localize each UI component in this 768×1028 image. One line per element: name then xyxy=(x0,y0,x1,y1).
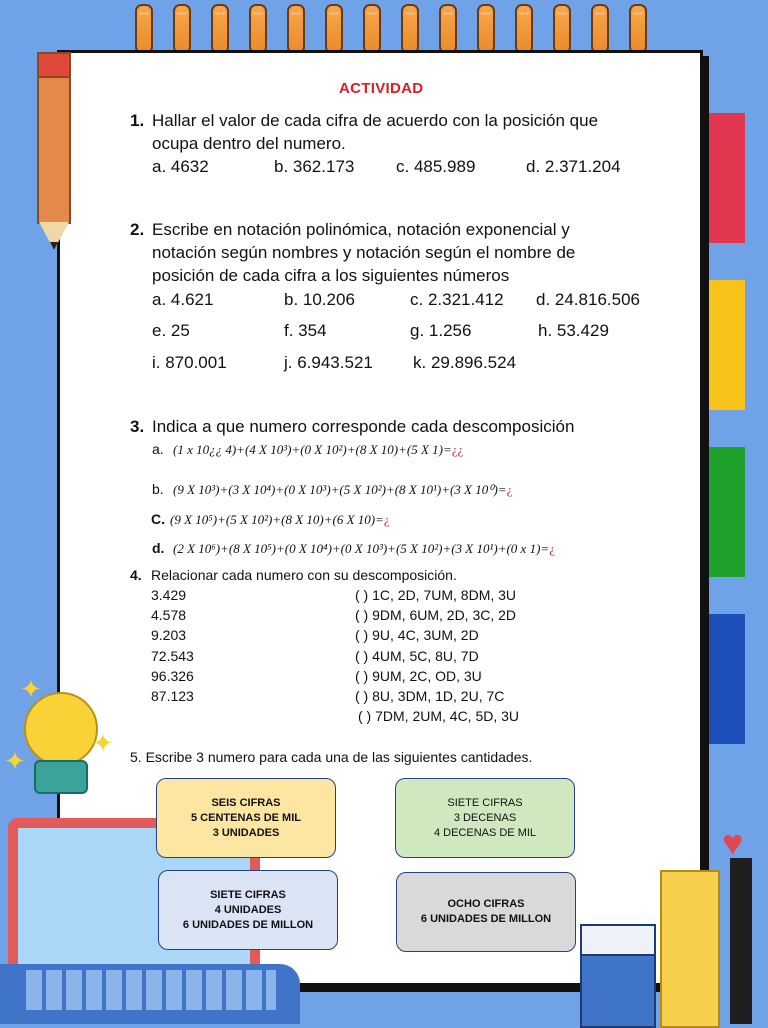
q3-expression: (2 X 10⁶)+(8 X 10⁵)+(0 X 10⁴)+(0 X 10³)+(5 X 10²)+(3 X 10¹)+(0 x 1)=¿ xyxy=(173,541,555,556)
sparkle-icon: ✦ xyxy=(92,728,114,758)
q4-match-item: ( ) 9UM, 2C, OD, 3U xyxy=(355,668,482,684)
q2-item: i. 870.001 xyxy=(152,353,227,372)
q3-text: Indica a que numero corresponde cada descomposición xyxy=(152,417,575,436)
q4-number-item: 96.326 xyxy=(151,668,194,684)
q2-number: 2. xyxy=(130,220,145,239)
box-line: 3 UNIDADES xyxy=(212,826,280,839)
q2-item: a. 4.621 xyxy=(152,290,214,309)
q4-number-item: 3.429 xyxy=(151,587,187,603)
q2-text-line1: Escribe en notación polinómica, notación exponencial y xyxy=(152,220,570,239)
box-line: SEIS CIFRAS xyxy=(211,796,281,809)
q5-text: 5. Escribe 3 numero para cada una de las siguientes cantidades. xyxy=(130,749,533,765)
answer-placeholder: ¿ xyxy=(506,482,513,497)
box-line: 6 UNIDADES DE MILLON xyxy=(182,918,314,931)
q2-item: g. 1.256 xyxy=(410,321,472,340)
sparkle-icon: ✦ xyxy=(4,746,26,776)
q2-item: e. 25 xyxy=(152,321,190,340)
box-line: SIETE CIFRAS xyxy=(447,796,523,809)
q3-label: d. xyxy=(152,540,165,556)
q2-item: c. 2.321.412 xyxy=(410,290,504,309)
q2-item: f. 354 xyxy=(284,321,327,340)
q1-text-line2: ocupa dentro del numero. xyxy=(152,134,346,153)
quantity-box xyxy=(158,870,338,950)
q2-item: h. 53.429 xyxy=(538,321,609,340)
q2-item: k. 29.896.524 xyxy=(413,353,517,372)
q4-number-item: 4.578 xyxy=(151,607,187,623)
answer-placeholder: ¿¿ xyxy=(451,442,464,457)
q1-item: b. 362.173 xyxy=(274,157,355,176)
box-line: 3 DECENAS xyxy=(453,811,517,824)
q4-number-item: 9.203 xyxy=(151,627,187,643)
q1-number: 1. xyxy=(130,111,145,130)
q1-text-line1: Hallar el valor de cada cifra de acuerdo con la posición que xyxy=(152,111,599,130)
q4-match-item: ( ) 7DM, 2UM, 4C, 5D, 3U xyxy=(358,708,520,724)
answer-placeholder: ¿ xyxy=(383,512,390,527)
box-line: SIETE CIFRAS xyxy=(210,888,286,901)
q3-label: b. xyxy=(152,481,164,497)
q4-match-item: ( ) 1C, 2D, 7UM, 8DM, 3U xyxy=(355,587,517,603)
page-title: ACTIVIDAD xyxy=(339,80,424,97)
heart-icon: ♥ xyxy=(722,822,744,863)
q4-match-item: ( ) 4UM, 5C, 8U, 7D xyxy=(355,648,479,664)
q3-expression: (9 X 10⁵)+(5 X 10²)+(8 X 10)+(6 X 10)=¿ xyxy=(170,512,390,527)
q3-expression: (9 X 10³)+(3 X 10⁴)+(0 X 10³)+(5 X 10²)+(8 X 10¹)+(3 X 10⁰)=¿ xyxy=(173,482,513,497)
q4-match-item: ( ) 9DM, 6UM, 2D, 3C, 2D xyxy=(355,607,517,623)
q4-number: 4. xyxy=(130,567,142,583)
q3-expression: (1 x 10¿¿ 4)+(4 X 10³)+(0 X 10²)+(8 X 10)+(5 X 1)=¿¿ xyxy=(173,442,464,457)
box-line: 6 UNIDADES DE MILLON xyxy=(420,913,552,925)
quantity-box xyxy=(156,778,336,858)
sparkle-icon: ✦ xyxy=(20,674,42,704)
quantity-box xyxy=(396,872,576,952)
quantity-box xyxy=(395,778,575,858)
q2-item: d. 24.816.506 xyxy=(536,290,640,309)
box-line: 4 UNIDADES xyxy=(214,903,282,916)
q4-number-item: 72.543 xyxy=(151,648,194,664)
box-line: 4 DECENAS DE MIL xyxy=(433,826,537,839)
box-line: 5 CENTENAS DE MIL xyxy=(190,811,301,824)
box-line: OCHO CIFRAS xyxy=(447,898,525,910)
q1-item: d. 2.371.204 xyxy=(526,157,621,176)
q1-item: a. 4632 xyxy=(152,157,209,176)
q2-text-line3: posición de cada cifra a los siguientes números xyxy=(152,266,510,285)
q4-text: Relacionar cada numero con su descomposición. xyxy=(151,567,457,583)
answer-placeholder: ¿ xyxy=(549,541,555,556)
q4-match-item: ( ) 9U, 4C, 3UM, 2D xyxy=(355,627,479,643)
q2-item: j. 6.943.521 xyxy=(284,353,373,372)
q3-label: C. xyxy=(151,511,165,527)
q2-item: b. 10.206 xyxy=(284,290,355,309)
q4-number-item: 87.123 xyxy=(151,688,194,704)
q3-number: 3. xyxy=(130,417,145,436)
q4-match-item: ( ) 8U, 3DM, 1D, 2U, 7C xyxy=(355,688,505,704)
q1-item: c. 485.989 xyxy=(396,157,476,176)
q3-label: a. xyxy=(152,441,164,457)
q2-text-line2: notación según nombres y notación según el nombre de xyxy=(152,243,576,262)
